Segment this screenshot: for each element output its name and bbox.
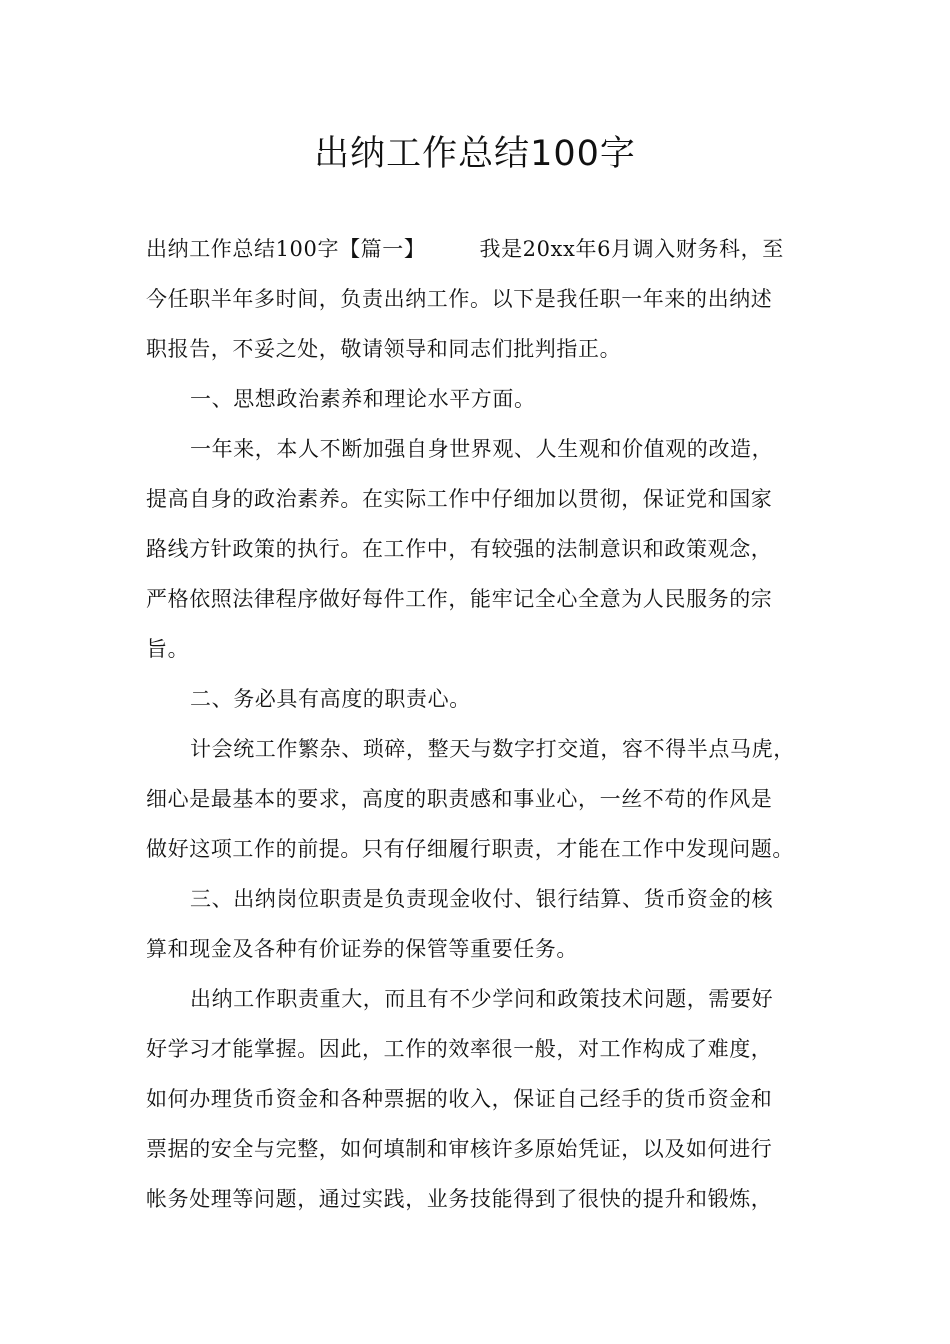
paragraph-line: 好学习才能掌握。因此，工作的效率很一般，对工作构成了难度， [146,1037,773,1061]
section-heading: 二、务必具有高度的职责心。 [190,687,471,711]
paragraph-line: 路线方针政策的执行。在工作中，有较强的法制意识和政策观念， [146,537,773,561]
paragraph-line: 严格依照法律程序做好每件工作，能牢记全心全意为人民服务的宗 [146,587,773,611]
document-body [146,224,826,1224]
document-title: 出纳工作总结100字 [314,134,636,174]
paragraph-line: 出纳工作职责重大，而且有不少学问和政策技术问题，需要好 [190,987,774,1011]
paragraph-line: 票据的安全与完整，如何填制和审核许多原始凭证，以及如何进行 [146,1137,773,1161]
paragraph-line: 如何办理货币资金和各种票据的收入，保证自己经手的货币资金和 [146,1087,773,1111]
paragraph-line: 细心是最基本的要求，高度的职责感和事业心，一丝不苟的作风是 [146,787,773,811]
paragraph-line: 一年来，本人不断加强自身世界观、人生观和价值观的改造， [190,437,774,461]
paragraph-line [146,224,826,274]
paragraph-line: 算和现金及各种有价证券的保管等重要任务。 [146,937,578,961]
paragraph-line: 职报告，不妥之处，敬请领导和同志们批判指正。 [146,337,622,361]
paragraph-line: 今任职半年多时间，负责出纳工作。以下是我任职一年来的出纳述 [146,287,773,311]
section-heading: 出纳工作总结100字【篇一】 [146,237,426,261]
paragraph-text: 我是20xx年6月调入财务科，至 [479,237,784,261]
paragraph-line: 旨。 [146,637,190,661]
paragraph-line: 帐务处理等问题，通过实践，业务技能得到了很快的提升和锻炼， [146,1187,773,1211]
paragraph-line: 做好这项工作的前提。只有仔细履行职责，才能在工作中发现问题。 [146,837,794,861]
section-heading: 三、出纳岗位职责是负责现金收付、银行结算、货币资金的核 [190,887,774,911]
paragraph-line: 计会统工作繁杂、琐碎，整天与数字打交道，容不得半点马虎， [190,737,795,761]
section-heading: 一、思想政治素养和理论水平方面。 [190,387,536,411]
paragraph-line: 提高自身的政治素养。在实际工作中仔细加以贯彻，保证党和国家 [146,487,773,511]
